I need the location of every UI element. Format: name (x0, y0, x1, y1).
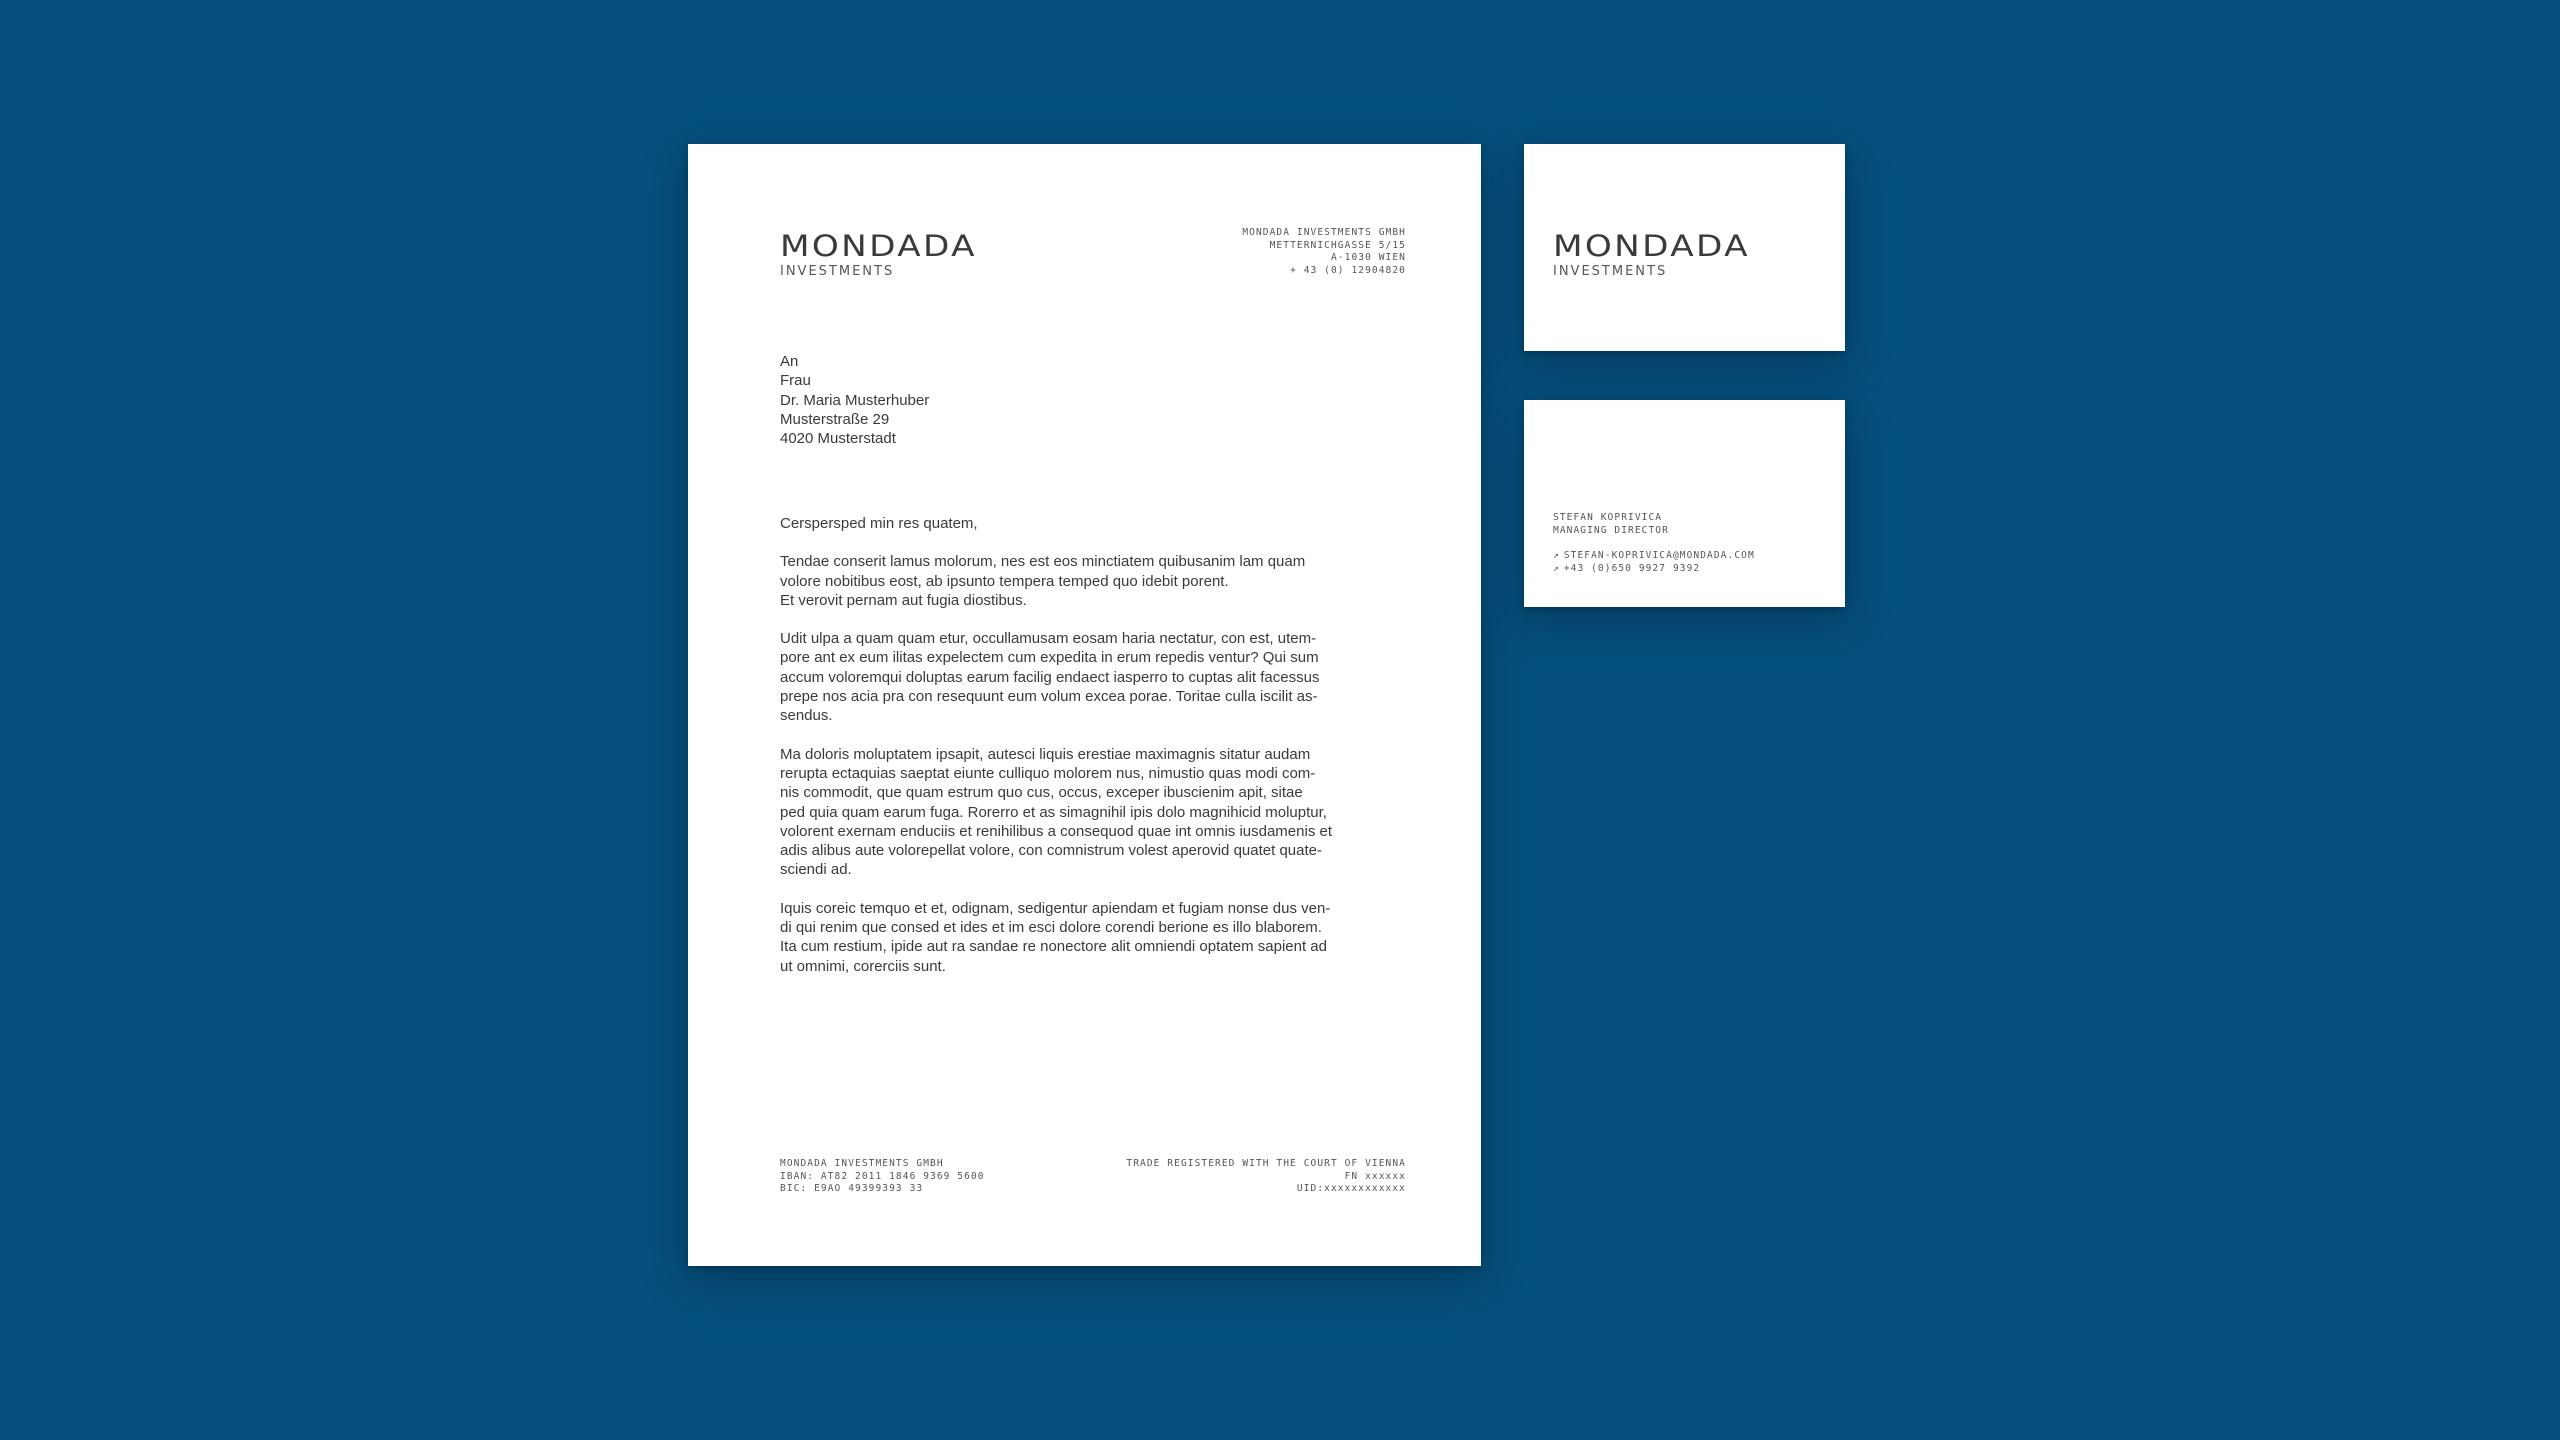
footer-line: BIC: E9AO 49399393 33 (780, 1183, 924, 1194)
email-line (1553, 550, 1755, 563)
spacer (1553, 537, 1755, 550)
footer-registration (1126, 1158, 1406, 1196)
person-name: STEFAN KOPRIVICA (1553, 512, 1663, 523)
business-card-front (1524, 144, 1845, 351)
body-paragraph: Tendae conserit lamus molorum, nes est eos minctiatem quibusanim lam quam volore nobitibus eost, ab ipsunto tempera temped quo idebit porent. Et verovit pernam aut fugia diostibus. (780, 553, 1306, 609)
footer-line: UID:xxxxxxxxxxxx (1296, 1183, 1406, 1194)
footer-line: TRADE REGISTERED WITH THE COURT OF VIENNA (1126, 1158, 1406, 1169)
business-card-back (1524, 400, 1845, 607)
footer-line: IBAN: AT82 2011 1846 9369 5600 (780, 1170, 985, 1182)
arrow-up-right-icon: ↗ (1553, 562, 1560, 574)
body-paragraph: Udit ulpa a quam quam etur, occullamusam eosam haria nectatur, con est, utem- pore ant ex eum ilitas expelectem cum expedita in erum repedis ventur? Qui sum accum voloremqui doluptas earum facilig endaect iasperro to cuptas alit facessus prepe nos acia pra con resequunt eum volum excea porae. Toritae culla iscilit as- sendus. (780, 630, 1320, 725)
footer-line: FN xxxxxx (1344, 1170, 1406, 1182)
salutation: Cerspersped min res quatem, (780, 515, 978, 532)
email-text: STEFAN-KOPRIVICA@MONDADA.COM (1563, 550, 1755, 561)
logo-tagline: INVESTMENTS (1553, 264, 1668, 279)
card-contact-info (1553, 512, 1755, 575)
letterhead-logo (780, 229, 977, 279)
sender-line: MONDADA INVESTMENTS GMBH (1242, 227, 1406, 238)
footer-bank-details (780, 1158, 985, 1196)
body-paragraph: Ma doloris moluptatem ipsapit, autesci liquis erestiae maximagnis sitatur audam rerupta ectaquias saeptat eiunte culliquo molorem nus, nimustio quas modi com- nis commodit, que quam estrum quo cus, occus, exceper ibuscienim apit, sitae ped quia quam earum fuga. Rorerro et as simagnihil ipis dolo magnihicid moluptur, volorent exernam enduciis et renihilibus a consequod quae int omnis iusdamenis et adis alibus aute volorepellat volore, con comnistrum volest aperovid quatet quate- sciendi ad. (780, 745, 1332, 879)
letterhead-sheet (688, 144, 1481, 1266)
footer-line: MONDADA INVESTMENTS GMBH (780, 1158, 944, 1169)
recipient-address (780, 352, 929, 448)
logo-wordmark: MONDADA (780, 229, 977, 263)
recipient-line: Dr. Maria Musterhuber (780, 391, 930, 409)
logo-tagline: INVESTMENTS (780, 264, 895, 279)
sender-line: + 43 (0) 12904820 (1290, 264, 1406, 276)
recipient-line: 4020 Musterstadt (780, 430, 896, 448)
letter-body (780, 514, 1420, 995)
body-paragraph: Iquis coreic temquo et et, odignam, sedigentur apiendam et fugiam nonse dus ven- di qui renim que consed et ides et im esci dolore corendi berione es illo blaborem. Ita cum restium, ipide aut ra sandae re nonectore alit omniendi optatem sapient ad ut omnimi, corerciis sunt. (780, 899, 1331, 975)
sender-line: METTERNICHGASSE 5/15 (1269, 239, 1406, 251)
phone-line (1553, 563, 1755, 576)
sender-address (1242, 227, 1406, 277)
recipient-line: Frau (780, 372, 811, 390)
logo-wordmark: MONDADA (1553, 229, 1750, 263)
card-logo (1553, 229, 1750, 279)
arrow-up-right-icon: ↗ (1553, 550, 1560, 561)
person-title: MANAGING DIRECTOR (1553, 524, 1669, 536)
recipient-line: Musterstraße 29 (780, 410, 890, 428)
recipient-line: An (780, 353, 799, 370)
phone-text: +43 (0)650 9927 9392 (1563, 562, 1701, 574)
sender-line: A-1030 WIEN (1330, 252, 1406, 263)
